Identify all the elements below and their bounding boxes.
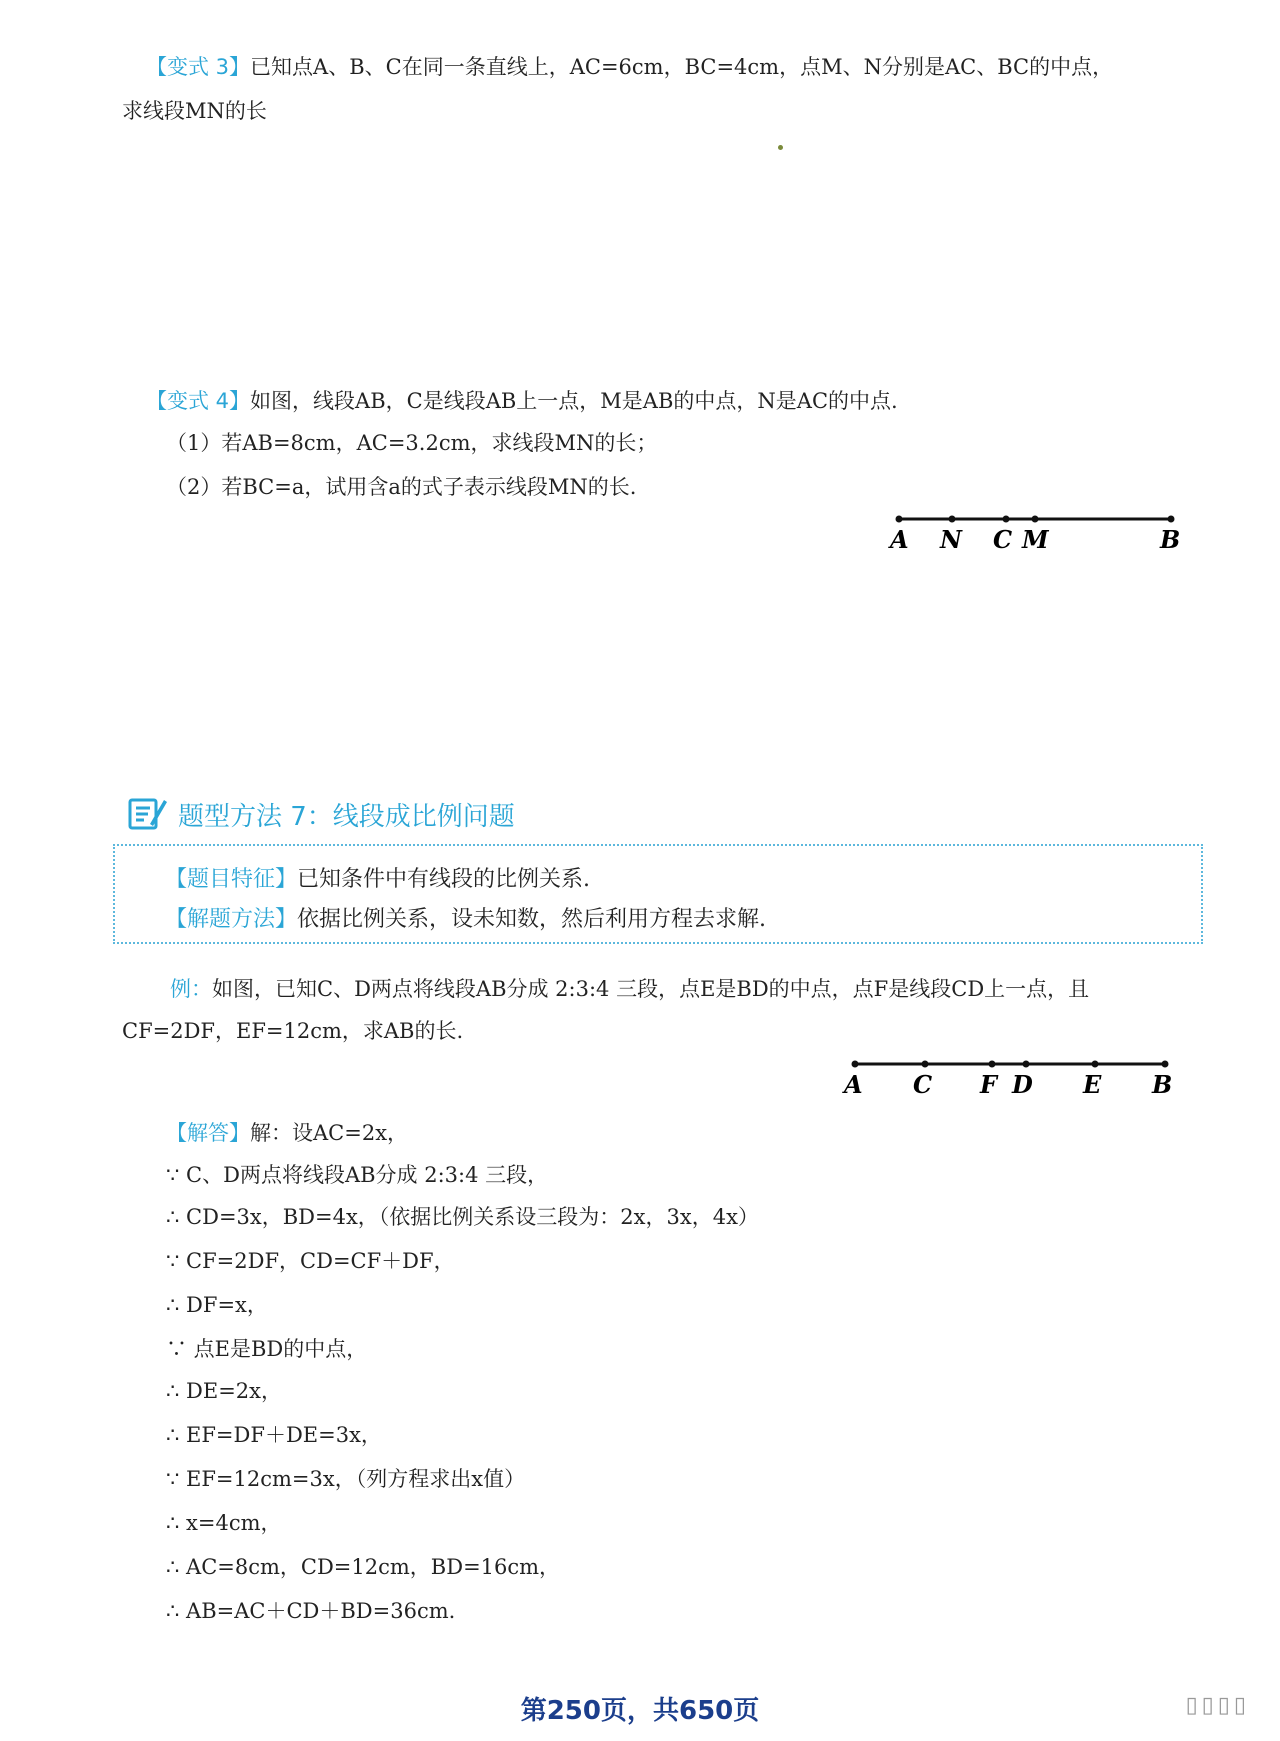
label-m: M: [1022, 525, 1049, 554]
point-d: [1023, 1061, 1030, 1068]
point-f: [989, 1061, 996, 1068]
variant4-q2: （2）若BC=a，试用含a的式子表示线段MN的长.: [166, 475, 637, 499]
feature-tag: 【题目特征】: [165, 867, 298, 892]
method-text: 依据比例关系，设未知数，然后利用方程去求解.: [297, 907, 767, 932]
variant4-tag: 【变式 4】: [146, 389, 251, 413]
solution-line-6: ∴ DE=2x，: [166, 1379, 283, 1403]
solution-line-2: ∴ CD=3x，BD=4x，（依据比例关系设三段为：2x，3x，4x）: [166, 1205, 759, 1229]
solution-line-9: ∴ x=4cm，: [166, 1511, 282, 1535]
point-e: [1092, 1061, 1099, 1068]
solution-line-1: ∵ C、D两点将线段AB分成 2:3:4 三段，: [166, 1163, 549, 1187]
label-a: A: [844, 1070, 863, 1099]
label-b: B: [1160, 525, 1181, 554]
label-b: B: [1152, 1070, 1173, 1099]
solution-line-3: ∵ CF=2DF，CD=CF＋DF，: [166, 1249, 455, 1273]
solution-line-5: ∵ 点E是BD的中点，: [166, 1337, 368, 1361]
point-a: [896, 516, 903, 523]
variant4-question: [146, 386, 898, 416]
example-text: 如图，已知C、D两点将线段AB分成 2:3:4 三段，点E是BD的中点，点F是线段CD上一点，且: [212, 977, 1090, 1001]
method-tag: 【解题方法】: [165, 907, 298, 932]
variant3-tag: 【变式 3】: [146, 55, 251, 79]
notebook-pen-icon: [128, 796, 168, 832]
label-a: A: [890, 525, 909, 554]
example-figure: [840, 1050, 1190, 1110]
point-a: [852, 1061, 859, 1068]
label-c: C: [913, 1070, 933, 1099]
solution-line-7: ∴ EF=DF＋DE=3x，: [166, 1423, 382, 1447]
solution-line-8: ∵ EF=12cm=3x，（列方程求出x值）: [166, 1467, 526, 1491]
solution-line-10: ∴ AC=8cm，CD=12cm，BD=16cm，: [166, 1555, 561, 1579]
stray-dot: [778, 145, 783, 150]
section-title: 题型方法 7：线段成比例问题: [178, 801, 515, 832]
point-b: [1162, 1061, 1169, 1068]
page-number: 第250页，共650页: [520, 1696, 760, 1726]
label-e: E: [1083, 1070, 1102, 1099]
label-d: D: [1012, 1070, 1033, 1099]
solution-tag: 【解答】: [166, 1121, 250, 1145]
variant4-text: 如图，线段AB，C是线段AB上一点，M是AB的中点，N是AC的中点.: [250, 389, 898, 413]
solution-line-4: ∴ DF=x，: [166, 1293, 268, 1317]
solution-text-0: 解：设AC=2x，: [250, 1121, 409, 1145]
point-c: [1003, 516, 1010, 523]
label-n: N: [940, 525, 962, 554]
point-c: [922, 1061, 929, 1068]
point-m: [1032, 516, 1039, 523]
method-box: [113, 844, 1203, 944]
solution-line-11: ∴ AB=AC＋CD＋BD=36cm.: [166, 1599, 456, 1623]
feature-text: 已知条件中有线段的比例关系.: [297, 867, 591, 892]
example-tag: 例：: [170, 977, 212, 1001]
variant3-question-cont: 求线段MN的长: [122, 99, 267, 123]
variant3-question: [146, 52, 1113, 82]
method-row: [165, 902, 766, 933]
solution-line-0: [166, 1118, 408, 1148]
point-n: [949, 516, 956, 523]
label-f: F: [980, 1070, 998, 1099]
variant4-q1: （1）若AB=8cm，AC=3.2cm，求线段MN的长；: [166, 431, 658, 455]
variant3-text: 已知点A、B、C在同一条直线上，AC=6cm，BC=4cm，点M、N分别是AC、BC的中点，: [250, 55, 1114, 79]
section-heading: [128, 794, 515, 834]
variant4-figure: [880, 505, 1200, 565]
label-c: C: [993, 525, 1013, 554]
scan-marks: ▯▯▯▯: [1185, 1693, 1250, 1718]
example-question: [170, 974, 1089, 1004]
feature-row: [165, 862, 590, 893]
example-question-cont: CF=2DF，EF=12cm，求AB的长.: [122, 1019, 464, 1043]
point-b: [1168, 516, 1175, 523]
